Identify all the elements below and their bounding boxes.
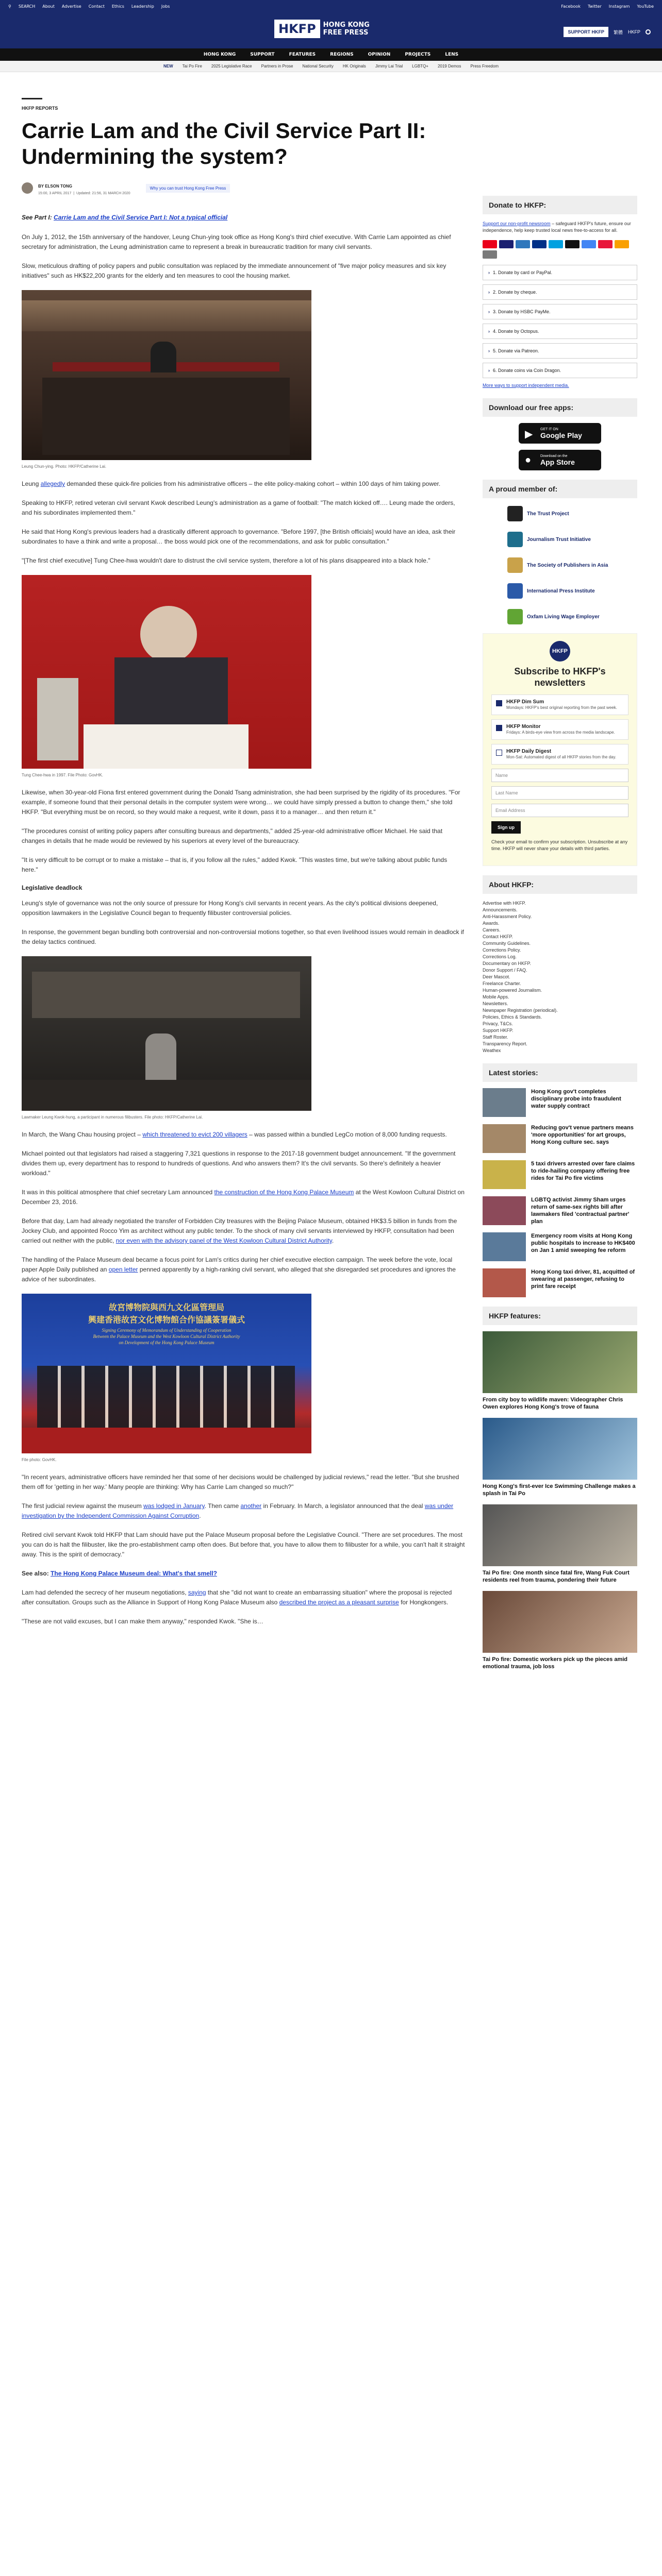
more-ways-link[interactable]: More ways to support independent media. bbox=[483, 383, 569, 388]
about-link[interactable]: Documentary on HKFP. bbox=[483, 961, 531, 966]
paypal-icon bbox=[532, 240, 547, 248]
photo-palace-museum-signing bbox=[22, 1294, 311, 1453]
google-pay-icon bbox=[582, 240, 596, 248]
see-part-link[interactable]: Carrie Lam and the Civil Service Part I: Not a typical official bbox=[54, 214, 228, 221]
banner-zh-line-2: 興建香港故宮文化博物館合作協議簽署儀式 bbox=[88, 1315, 245, 1325]
inline-link[interactable]: allegedly bbox=[40, 480, 65, 487]
oxfam-icon bbox=[507, 609, 523, 624]
trending-item[interactable]: National Security bbox=[302, 64, 334, 69]
topbar-link-jobs[interactable]: Jobs bbox=[161, 4, 170, 9]
story-thumbnail bbox=[483, 1160, 526, 1189]
article-title: Carrie Lam and the Civil Service Part II: Undermining the system? bbox=[22, 118, 426, 168]
app-store-button[interactable]: ● Download on the App Store bbox=[519, 450, 601, 470]
instagram-icon[interactable]: Instagram bbox=[608, 4, 630, 9]
facebook-icon[interactable]: Facebook bbox=[561, 4, 581, 9]
banner-zh-line-1: 故宮博物院與西九文化區管理局 bbox=[108, 1302, 224, 1312]
trending-item[interactable]: LGBTQ+ bbox=[412, 64, 428, 69]
apple-pay-icon bbox=[565, 240, 580, 248]
see-also: See also: The Hong Kong Palace Museum deal: What's that smell? bbox=[22, 1570, 217, 1577]
about-link[interactable]: Careers. bbox=[483, 927, 501, 933]
paragraph: In March, the Wang Chau housing project – which threatened to evict 200 villagers – was passed within a bundled LegCo motion of 8,000 funding requests. bbox=[22, 1131, 447, 1138]
paragraph: Retired civil servant Kwok told HKFP that Lam should have put the Palace Museum proposal before the Legislative Council. "There are set procedures. The most you can do is halt the filibuster, like the pro-establishment camp often does. But before that, you have to allow them to filibuster for a while, you can't halt it straight away. This is the spirit of democracy." bbox=[22, 1531, 465, 1558]
newsletter-email-input[interactable]: Email Address bbox=[491, 804, 628, 817]
apps-heading: Download our free apps: bbox=[483, 398, 637, 417]
latest-heading: Latest stories: bbox=[483, 1063, 637, 1082]
photo-caption: Leung Chun-ying. Photo: HKFP/Catherine Lai. bbox=[22, 464, 107, 469]
inline-link[interactable]: was lodged in January bbox=[143, 1502, 205, 1510]
latest-story[interactable]: Reducing gov't venue partners means 'more opportunities' for art groups, Hong Kong culture sec. says bbox=[483, 1124, 637, 1153]
byline: BY ELSON TONG 15:00, 3 APRIL 2017 | Updated: 21:56, 31 MARCH 2020 Why you can trust Hong Kong Free Press bbox=[22, 181, 465, 195]
donate-payme[interactable]: › 3. Donate by HSBC PayMe. bbox=[483, 304, 637, 319]
ipi-icon bbox=[507, 583, 523, 599]
paragraph: "These are not valid excuses, but I can make them anyway," responded Kwok. "She is… bbox=[22, 1618, 263, 1625]
feature-image bbox=[483, 1418, 637, 1480]
paragraph: The handling of the Palace Museum deal became a focus point for Lam's critics during her chief executive election campaign. The week before the vote, local paper Apple Daily published an open letter penned apparently by a high-ranking civil servant, who alleged that she disregarded set procedures and ignores the advice of her subordinates. bbox=[22, 1256, 456, 1283]
latest-story[interactable]: Hong Kong taxi driver, 81, acquitted of swearing at passenger, refusing to print fare receipt bbox=[483, 1268, 637, 1297]
about-link[interactable]: Community Guidelines. bbox=[483, 941, 531, 946]
story-thumbnail bbox=[483, 1196, 526, 1225]
newsletter-signup-button[interactable]: Sign up bbox=[491, 821, 521, 834]
site-logo[interactable] bbox=[274, 20, 370, 38]
newsletter-option-dim-sum[interactable]: HKFP Dim Sum Mondays: HKFP's best original reporting from the past week. bbox=[491, 694, 628, 715]
donate-heading: Donate to HKFP: bbox=[483, 196, 637, 214]
latest-story[interactable]: 5 taxi drivers arrested over fare claims to ride-hailing company offering free rides for Tai Po fire victims bbox=[483, 1160, 637, 1189]
trust-project-icon bbox=[507, 506, 523, 521]
about-link[interactable]: Contact HKFP. bbox=[483, 934, 513, 939]
trending-item[interactable]: Jimmy Lai Trial bbox=[375, 64, 403, 69]
nav-hong-kong[interactable]: HONG KONG bbox=[203, 52, 236, 57]
nav-lens[interactable]: LENS bbox=[445, 52, 459, 57]
search-icon[interactable]: ⚲ bbox=[8, 4, 11, 9]
top-utility-bar bbox=[0, 0, 662, 12]
topbar-link-contact[interactable]: Contact bbox=[88, 4, 105, 9]
paragraph: The first judicial review against the museum was lodged in January. Then came another in February. In March, a legislator announced that the deal was under investigation by the Independent Commission Against Corruption. bbox=[22, 1502, 454, 1519]
trending-item[interactable]: Press Freedom bbox=[470, 64, 499, 69]
paragraph: It was in this political atmosphere that chief secretary Lam announced the construction of the Hong Kong Palace Museum at the West Kowloon Cultural District on December 23, 2016. bbox=[22, 1189, 465, 1206]
section-heading: Legislative deadlock bbox=[22, 884, 82, 891]
newsletter-lastname-input[interactable]: Last Name bbox=[491, 786, 628, 800]
inline-link[interactable]: which threatened to evict 200 villagers bbox=[142, 1131, 247, 1138]
about-link[interactable]: Support HKFP. bbox=[483, 1028, 514, 1033]
mastercard-icon bbox=[483, 240, 497, 248]
paragraph: Michael pointed out that legislators had raised a staggering 7,321 questions in response to the 2017-18 government budget announcement. "If the government divides them up, every department has to respond to hundreds of questions. And who answers them? It's the civil servants. So there's definitely a heavier workload." bbox=[22, 1150, 456, 1177]
see-also-link[interactable]: The Hong Kong Palace Museum deal: What's that smell? bbox=[51, 1570, 217, 1577]
trending-item[interactable]: 2019 Demos bbox=[437, 64, 461, 69]
inline-link[interactable]: saying bbox=[188, 1589, 206, 1596]
discover-icon bbox=[615, 240, 629, 248]
newsletter-name-input[interactable]: Name bbox=[491, 769, 628, 782]
topbar-link-ethics[interactable]: Ethics bbox=[111, 4, 124, 9]
paragraph: On July 1, 2012, the 15th anniversary of the handover, Leung Chun-ying took office as Hong Kong's third chief executive. With Carrie Lam appointed as chief secretary for administration, the Leung administration came to represent a break in bureaucratic tradition for many civil servants. bbox=[22, 233, 451, 250]
photo-legco bbox=[22, 956, 311, 1111]
author-avatar bbox=[22, 182, 33, 194]
about-link[interactable]: Newsletters. bbox=[483, 1001, 508, 1006]
see-part-prefix: See Part I: bbox=[22, 214, 54, 221]
logo-box: HKFP bbox=[274, 20, 320, 38]
about-link[interactable]: Announcements. bbox=[483, 907, 518, 912]
nav-projects[interactable]: PROJECTS bbox=[405, 52, 431, 57]
about-link[interactable]: Freelance Charter. bbox=[483, 981, 521, 986]
paragraph: Likewise, when 30-year-old Fiona first entered government during the Donald Tsang administration, she had been surprised by the rigidity of its procedures. "For example, if someone found that their personal details in the computer system were wrong… we could have simply pressed a button to change them," she told HKFP. "But everything must be on record, so they would make a request, write it down, pass it to a manager… and then return it." bbox=[22, 789, 460, 816]
donate-patreon[interactable]: › 5. Donate via Patreon. bbox=[483, 343, 637, 359]
about-link[interactable]: Anti-Harassment Policy. bbox=[483, 914, 532, 919]
inline-link[interactable]: nor even with the advisory panel of the West Kowloon Cultural District Authority bbox=[115, 1237, 332, 1244]
updated-date: Updated: 21:56, 31 MARCH 2020 bbox=[76, 192, 130, 195]
features-heading: HKFP features: bbox=[483, 1307, 637, 1325]
inline-link[interactable]: another bbox=[240, 1502, 262, 1510]
inline-link[interactable]: was under investigation by the Independent Commission Against Corruption bbox=[22, 1502, 454, 1519]
sopa-icon bbox=[507, 557, 523, 573]
about-link[interactable]: Transparency Report. bbox=[483, 1041, 527, 1046]
payment-icons bbox=[483, 240, 637, 259]
paragraph: "It is very difficult to be corrupt or to make a mistake – that is, if you follow all the rules," added Kwok. "This wastes time, but we're talking about public funds here." bbox=[22, 856, 448, 873]
newsletter-box bbox=[483, 633, 637, 866]
apple-icon: ● bbox=[525, 454, 532, 466]
feature-story[interactable]: From city boy to wildlife maven: Videographer Chris Owen explores Hong Kong's trove of fauna bbox=[483, 1331, 637, 1411]
photo-caption: File photo: GovHK. bbox=[22, 1458, 57, 1462]
youtube-icon[interactable]: YouTube bbox=[637, 4, 654, 9]
twitter-icon[interactable]: Twitter bbox=[587, 4, 602, 9]
story-thumbnail bbox=[483, 1088, 526, 1117]
donate-card-paypal[interactable]: › 1. Donate by card or PayPal. bbox=[483, 265, 637, 280]
paragraph: "In recent years, administrative officers have reminded her that some of her decisions would be challenged by judicial reviews," read the letter. "But she brushed them off for 'getting in her way.' Many people are thinking: Why has Carrie Lam changed so much?" bbox=[22, 1473, 459, 1490]
about-link[interactable]: Staff Roster. bbox=[483, 1035, 508, 1040]
article-category[interactable]: HKFP REPORTS bbox=[22, 106, 58, 111]
about-link[interactable]: Advertise with HKFP. bbox=[483, 901, 526, 906]
topbar-link-about[interactable]: About bbox=[42, 4, 55, 9]
donate-octopus[interactable]: › 4. Donate by Octopus. bbox=[483, 324, 637, 339]
paragraph: He said that Hong Kong's previous leaders had a drastically different approach to governance. "Before 1997, [the British officials] would have an idea, ask their subordinates to have a think and write a proposal… the boss would pick one of the recommendations, and ask for public consultation." bbox=[22, 528, 456, 545]
trending-item[interactable]: Tai Po Fire bbox=[182, 64, 202, 69]
paragraph: "The procedures consist of writing policy papers after consulting bureaus and departments," added 25-year-old administrative officer Michael. He said that changes in details that he made would be reviewed by his superiors at every level of the bureaucracy. bbox=[22, 827, 443, 844]
proud-member-heading: A proud member of: bbox=[483, 480, 637, 498]
nav-opinion[interactable]: OPINION bbox=[368, 52, 391, 57]
feature-image bbox=[483, 1591, 637, 1653]
donate-intro: Support our non-profit newsroom – safeguard HKFP's future, ensure our independence, help keep trusted local news free-to-access for all. bbox=[483, 221, 631, 233]
checkbox-daily-digest[interactable] bbox=[496, 750, 502, 756]
paragraph: Leung's style of governance was not the only source of pressure for Hong Kong's civil servants in recent years. As the city's political divisions deepened, opposition lawmakers in the Legislative Council began to frequently filibuster controversial policies. bbox=[22, 900, 438, 917]
trending-item[interactable]: HK Originals bbox=[342, 64, 366, 69]
paragraph: Before that day, Lam had already negotiated the transfer of Forbidden City treasures with the Beijing Palace Museum, obtained HK$3.5 billion in funds from the Jockey Club, and appointed Rocco Yim as architect without any public tender. To the shock of many civil servants interviewed by HKFP, consultation had been carried out neither with the public, nor even with the advisory panel of the West Kowloon Cultural District Authority. bbox=[22, 1217, 457, 1244]
paragraph: In response, the government began bundling both controversial and non-controversial motions together, so that even livelihood issues would remain in deadlock if the delay tactics continued. bbox=[22, 928, 464, 945]
banner-en-line-3: on Development of the Hong Kong Palace Museum bbox=[119, 1340, 214, 1345]
about-list bbox=[483, 900, 637, 1054]
about-link[interactable]: Human-powered Journalism. bbox=[483, 988, 542, 993]
google-play-button[interactable]: ▶ GET IT ON Google Play bbox=[519, 423, 601, 444]
checkbox-monitor[interactable] bbox=[496, 725, 502, 731]
donate-cheque[interactable]: › 2. Donate by cheque. bbox=[483, 284, 637, 300]
paragraph: Leung allegedly demanded these quick-fire policies from his administrative officers – the elite policy-making cohort – within 100 days of him taking power. bbox=[22, 480, 441, 487]
photo-caption: Tung Chee-hwa in 1997. File Photo: GovHK. bbox=[22, 773, 104, 777]
feature-image bbox=[483, 1331, 637, 1393]
paragraph: Lam had defended the secrecy of her museum negotiations, saying that she "did not want to create an embarrassing situation" where the proposal is rejected after consultation. Groups such as the Alliance in Support of Hong Kong Palace Museum also described the project as a pleasant surprise for Hongkongers. bbox=[22, 1589, 452, 1606]
latest-story[interactable]: Hong Kong gov't completes disciplinary probe into fraudulent water supply contract bbox=[483, 1088, 637, 1117]
latest-story[interactable]: LGBTQ activist Jimmy Sham urges return of same-sex rights bill after lawmakers filed 'contractual partner' plan bbox=[483, 1196, 637, 1225]
topbar-link-search[interactable]: SEARCH bbox=[18, 4, 36, 9]
about-link[interactable]: Donor Support / FAQ. bbox=[483, 968, 527, 973]
feature-image bbox=[483, 1504, 637, 1566]
jti-icon bbox=[507, 532, 523, 547]
nav-support[interactable]: SUPPORT bbox=[250, 52, 275, 57]
jcb-icon bbox=[598, 240, 613, 248]
title-divider bbox=[22, 98, 42, 99]
topbar-link-advertise[interactable]: Advertise bbox=[61, 4, 81, 9]
visa-icon bbox=[499, 240, 514, 248]
story-thumbnail bbox=[483, 1268, 526, 1297]
about-link[interactable]: Awards. bbox=[483, 921, 500, 926]
donate-intro-link[interactable]: Support our non-profit newsroom bbox=[483, 221, 551, 226]
partner-ipi[interactable]: International Press Institute bbox=[483, 582, 637, 600]
publish-date: 15:00, 3 APRIL 2017 bbox=[38, 192, 72, 195]
unionpay-icon bbox=[549, 240, 563, 248]
account-link[interactable]: HKFP bbox=[627, 29, 640, 35]
feature-story[interactable]: Hong Kong's first-ever Ice Swimming Challenge makes a splash in Tai Po bbox=[483, 1418, 637, 1497]
paragraph: Speaking to HKFP, retired veteran civil servant Kwok described Leung's administration as a game of football: "The match kicked off…. Leung made the orders, and his subordinates implemented them." bbox=[22, 499, 455, 516]
story-thumbnail bbox=[483, 1124, 526, 1153]
about-link[interactable]: Corrections Policy. bbox=[483, 947, 521, 953]
paragraph: Slow, meticulous drafting of policy papers and public consultation was replaced by the immediate announcement of "five major policy measures and six key initiatives" such as HK$22,200 grants for the elderly and ten measures to cool the housing market. bbox=[22, 262, 446, 279]
site-header bbox=[0, 12, 662, 48]
feature-story[interactable]: Tai Po fire: One month since fatal fire, Wang Fuk Court residents reel from trauma, pondering their future bbox=[483, 1504, 637, 1584]
logo-line-1: HONG KONG bbox=[323, 21, 370, 29]
partner-oxfam[interactable]: Oxfam Living Wage Employer bbox=[483, 607, 637, 626]
trending-bar bbox=[0, 61, 662, 72]
about-link[interactable]: Weathex bbox=[483, 1048, 501, 1053]
latest-story[interactable]: Emergency room visits at Hong Kong public hospitals to increase to HK$400 on Jan 1 amid sweeping fee reform bbox=[483, 1232, 637, 1261]
trust-link[interactable]: Why you can trust Hong Kong Free Press bbox=[146, 184, 230, 193]
photo-leung-chun-ying bbox=[22, 290, 311, 460]
story-thumbnail bbox=[483, 1232, 526, 1261]
about-link[interactable]: Corrections Log. bbox=[483, 954, 517, 959]
support-button[interactable]: SUPPORT HKFP bbox=[564, 27, 608, 37]
partner-jti[interactable]: Journalism Trust Initiative bbox=[483, 530, 637, 549]
trending-new-label: NEW bbox=[163, 64, 173, 69]
logo-line-2: FREE PRESS bbox=[323, 29, 369, 37]
banner-en-line-2: Between the Palace Museum and the West Kowloon Cultural District Authority bbox=[93, 1334, 240, 1339]
inline-link[interactable]: the construction of the Hong Kong Palace Museum bbox=[214, 1189, 354, 1196]
trending-item[interactable]: 2025 Legislative Race bbox=[211, 64, 252, 69]
trending-item[interactable]: Partners in Prose bbox=[261, 64, 293, 69]
about-link[interactable]: Mobile Apps. bbox=[483, 994, 509, 999]
inline-link[interactable]: open letter bbox=[108, 1266, 138, 1273]
newsletter-logo: HKFP bbox=[550, 641, 570, 662]
amex-icon bbox=[516, 240, 530, 248]
paragraph: "[The first chief executive] Tung Chee-hwa wouldn't dare to distrust the civil service system, therefore a lot of his plans disappeared into a black hole." bbox=[22, 557, 431, 564]
newsletter-option-monitor[interactable]: HKFP Monitor Fridays: A birds-eye view from across the media landscape. bbox=[491, 719, 628, 740]
about-link[interactable]: Deer Mascot. bbox=[483, 974, 510, 979]
inline-link[interactable]: described the project as a pleasant surprise bbox=[279, 1599, 399, 1606]
photo-caption: Lawmaker Leung Kwok-hung, a participant in numerous filibusters. File photo: HKFP/Catherine Lai. bbox=[22, 1115, 203, 1120]
checkbox-dim-sum[interactable] bbox=[496, 700, 502, 706]
feature-story[interactable]: Tai Po fire: Domestic workers pick up the pieces amid emotional trauma, job loss bbox=[483, 1591, 637, 1670]
about-heading: About HKFP: bbox=[483, 875, 637, 894]
nav-regions[interactable]: REGIONS bbox=[330, 52, 354, 57]
newsletter-option-daily-digest[interactable]: HKFP Daily Digest Mon-Sat: Automated digest of all HKFP stories from the day. bbox=[491, 744, 628, 765]
about-link[interactable]: Privacy, T&Cs. bbox=[483, 1021, 513, 1026]
newsletter-title: Subscribe to HKFP's newsletters bbox=[514, 666, 606, 688]
nav-features[interactable]: FEATURES bbox=[289, 52, 316, 57]
about-link[interactable]: Newspaper Registration (periodical). bbox=[483, 1008, 558, 1013]
about-link[interactable]: Policies, Ethics & Standards. bbox=[483, 1014, 542, 1020]
banner-en-line-1: Signing Ceremony of Memorandum of Understanding of Cooperation bbox=[102, 1328, 231, 1333]
see-part-one bbox=[22, 214, 465, 221]
topbar-link-leadership[interactable]: Leadership bbox=[131, 4, 154, 9]
sidebar bbox=[483, 196, 637, 1677]
google-play-icon: ▶ bbox=[525, 429, 533, 440]
main-nav bbox=[0, 48, 662, 61]
header-search-icon[interactable] bbox=[646, 29, 651, 35]
author-name[interactable]: BY ELSON TONG bbox=[38, 184, 72, 189]
partner-sopa[interactable]: The Society of Publishers in Asia bbox=[483, 556, 637, 574]
newsletter-note: Check your email to confirm your subscription. Unsubscribe at any time. HKFP will never share your details with third parties. bbox=[491, 839, 628, 851]
photo-tung-chee-hwa bbox=[22, 575, 311, 769]
diners-icon bbox=[483, 250, 497, 259]
language-toggle[interactable]: 繁體 bbox=[613, 29, 623, 35]
donate-coins[interactable]: › 6. Donate coins via Coin Dragon. bbox=[483, 363, 637, 378]
article bbox=[22, 98, 465, 1636]
partner-trust-project[interactable]: The Trust Project bbox=[483, 504, 637, 523]
